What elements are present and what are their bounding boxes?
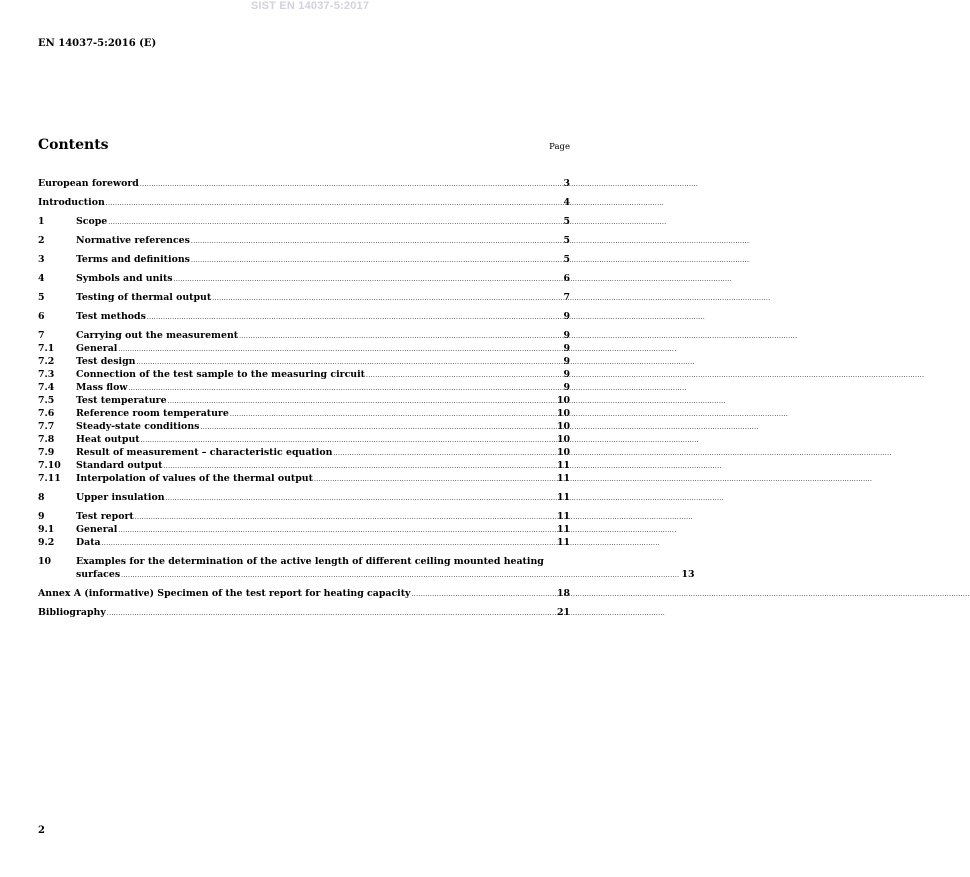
toc-entry-7-2[interactable] [38, 355, 570, 368]
toc-entry-page: 13 [681, 569, 695, 580]
toc-entry-number: 7.10 [38, 460, 61, 471]
toc-entry-2[interactable] [38, 234, 570, 247]
toc-entry-number: 3 [38, 254, 45, 265]
toc-entry-7-9[interactable] [38, 446, 570, 459]
toc-entry-title: Symbols and units [76, 273, 173, 284]
toc-entry-number: 8 [38, 492, 45, 503]
toc-entry-title: Introduction [38, 197, 105, 208]
toc-entry-page: 9 [563, 311, 570, 322]
toc-entry-title: Test design [76, 356, 136, 367]
toc-entry-title: Terms and definitions [76, 254, 190, 265]
toc-entry-3[interactable] [38, 253, 570, 266]
toc-entry-number: 9.2 [38, 537, 55, 548]
toc-entry-number: 7.7 [38, 421, 55, 432]
toc-entry-number: 6 [38, 311, 45, 322]
dot-leader [108, 217, 666, 228]
toc-entry-title: Steady-state conditions [76, 421, 200, 432]
toc-entry-title: Annex A (informative) Specimen of the test report for heating capacity [38, 588, 411, 599]
dot-leader [166, 493, 724, 504]
toc-entry-page: 10 [556, 447, 570, 458]
toc-entry-title: Test temperature [76, 395, 167, 406]
toc-entry-number: 10 [38, 556, 52, 567]
toc-entry-number: 7 [38, 330, 45, 341]
toc-entry-title: Mass flow [76, 382, 128, 393]
toc-entry-number: 9 [38, 511, 45, 522]
toc-entry-number: 7.4 [38, 382, 55, 393]
dot-leader [366, 370, 924, 381]
toc-entry-title: Data [76, 537, 101, 548]
toc-entry-8[interactable] [38, 491, 570, 504]
toc-entry-title: European foreword [38, 178, 139, 189]
dot-leader [163, 461, 721, 472]
contents-title: Contents [38, 137, 109, 153]
toc-entry-9[interactable] [38, 510, 570, 523]
toc-entry-number: 9.1 [38, 524, 55, 535]
toc-entry-title: Standard output [76, 460, 163, 471]
dot-leader [174, 274, 732, 285]
toc-entry-page: 7 [563, 292, 570, 303]
toc-entry-title: Carrying out the measurement [76, 330, 239, 341]
document-id: EN 14037-5:2016 (E) [38, 38, 157, 49]
toc-entry-title: Upper insulation [76, 492, 165, 503]
toc-entry-title: Test report [76, 511, 134, 522]
dot-leader [230, 409, 788, 420]
toc-entry-7-8[interactable] [38, 433, 570, 446]
watermark: SIST EN 14037-5:2017 [250, 0, 370, 12]
dot-leader [168, 396, 726, 407]
dot-leader [147, 312, 705, 323]
toc-entry-title: Testing of thermal output [76, 292, 212, 303]
toc-entry-page: 18 [556, 588, 570, 599]
toc-entry-title-line1: Examples for the determination of the active length of different ceiling mounted heating [76, 556, 544, 567]
dot-leader [191, 255, 749, 266]
toc-entry-7-4[interactable] [38, 381, 570, 394]
toc-entry-title: Test methods [76, 311, 146, 322]
dot-leader [118, 344, 676, 355]
toc-entry-european-foreword[interactable] [38, 177, 570, 190]
toc-entry-page: 9 [563, 343, 570, 354]
toc-entry-number: 7.2 [38, 356, 55, 367]
toc-entry-title: Scope [76, 216, 108, 227]
toc-entry-7-3[interactable] [38, 368, 570, 381]
dot-leader [141, 435, 699, 446]
dot-leader [212, 293, 770, 304]
toc-entry-title: Bibliography [38, 607, 106, 618]
toc-entry-9-1[interactable] [38, 523, 570, 536]
dot-leader [135, 512, 693, 523]
toc-entry-number: 1 [38, 216, 45, 227]
toc-entry-7-6[interactable] [38, 407, 570, 420]
toc-entry-page: 9 [563, 369, 570, 380]
toc-entry-page: 11 [556, 473, 570, 484]
toc-entry-page: 21 [556, 607, 570, 618]
toc-entry-annex-a[interactable] [38, 587, 570, 600]
toc-entry-page: 10 [556, 408, 570, 419]
toc-entry-number: 7.6 [38, 408, 55, 419]
dot-leader [200, 422, 758, 433]
toc-entry-1[interactable] [38, 215, 570, 228]
toc-entry-number: 7.3 [38, 369, 55, 380]
toc-entry-page: 5 [563, 216, 570, 227]
toc-entry-9-2[interactable] [38, 536, 570, 549]
toc-entry-title: Connection of the test sample to the measuring circuit [76, 369, 365, 380]
dot-leader [333, 448, 891, 459]
toc-entry-title: Interpolation of values of the thermal output [76, 473, 313, 484]
dot-leader [107, 608, 665, 619]
toc-entry-title: General [76, 524, 118, 535]
toc-entry-page: 6 [563, 273, 570, 284]
toc-entry-page: 9 [563, 330, 570, 341]
page-column-label: Page [549, 142, 570, 152]
dot-leader [128, 383, 686, 394]
toc-entry-page: 4 [563, 197, 570, 208]
toc-entry-page: 5 [563, 235, 570, 246]
toc-entry-6[interactable] [38, 310, 570, 323]
table-of-contents [38, 177, 695, 619]
dot-leader [314, 474, 872, 485]
toc-entry-7-5[interactable] [38, 394, 570, 407]
toc-entry-page: 3 [563, 178, 570, 189]
toc-entry-title: Result of measurement – characteristic equation [76, 447, 333, 458]
toc-entry-7-1[interactable] [38, 342, 570, 355]
dot-leader [412, 589, 970, 600]
toc-entry-page: 11 [556, 511, 570, 522]
toc-entry-4[interactable] [38, 272, 570, 285]
toc-entry-7-11[interactable] [38, 472, 570, 485]
toc-entry-title: Heat output [76, 434, 140, 445]
dot-leader [106, 198, 664, 209]
toc-entry-number: 7.8 [38, 434, 55, 445]
dot-leader [136, 357, 694, 368]
toc-entry-number: 7.9 [38, 447, 55, 458]
toc-entry-title-line2: surfaces [76, 569, 121, 580]
toc-entry-10[interactable] [38, 555, 695, 581]
toc-entry-number: 7.5 [38, 395, 55, 406]
toc-entry-page: 9 [563, 382, 570, 393]
toc-entry-number: 7.1 [38, 343, 55, 354]
toc-entry-number: 4 [38, 273, 45, 284]
toc-entry-introduction[interactable] [38, 196, 570, 209]
dot-leader [118, 525, 676, 536]
dot-leader [191, 236, 749, 247]
dot-leader [102, 538, 660, 549]
toc-entry-title: General [76, 343, 118, 354]
toc-entry-7[interactable] [38, 329, 570, 342]
toc-entry-bibliography[interactable] [38, 606, 570, 619]
dot-leader [239, 331, 797, 342]
page-number: 2 [38, 825, 45, 836]
toc-entry-title: Reference room temperature [76, 408, 229, 419]
toc-entry-number: 5 [38, 292, 45, 303]
toc-entry-page: 10 [556, 421, 570, 432]
dot-leader [140, 179, 698, 190]
toc-entry-7-7[interactable] [38, 420, 570, 433]
toc-entry-page: 10 [556, 395, 570, 406]
toc-entry-page: 11 [556, 492, 570, 503]
toc-entry-page: 10 [556, 434, 570, 445]
toc-entry-number: 2 [38, 235, 45, 246]
toc-entry-page: 9 [563, 356, 570, 367]
toc-entry-page: 11 [556, 460, 570, 471]
toc-entry-page: 11 [556, 524, 570, 535]
toc-entry-number: 7.11 [38, 473, 61, 484]
toc-entry-title: Normative references [76, 235, 190, 246]
toc-entry-page: 11 [556, 537, 570, 548]
toc-entry-7-10[interactable] [38, 459, 570, 472]
toc-entry-page: 5 [563, 254, 570, 265]
toc-entry-5[interactable] [38, 291, 570, 304]
dot-leader [121, 570, 679, 581]
